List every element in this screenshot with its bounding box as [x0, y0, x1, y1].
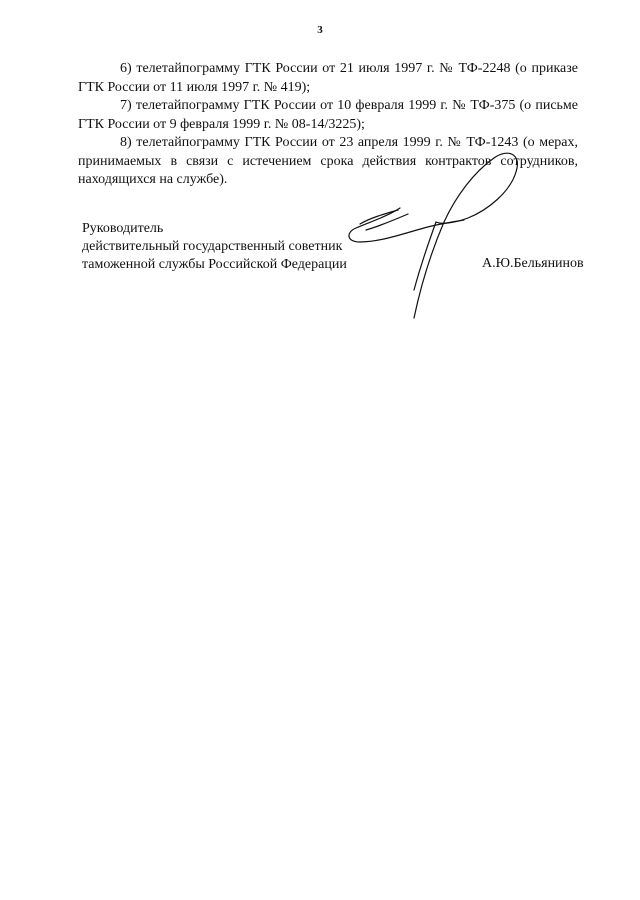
signer-rank: действительный государственный советник: [82, 239, 343, 254]
page-number: 3: [317, 24, 323, 36]
handwritten-signature-icon: [340, 110, 540, 330]
list-item: 7) телетайпограмму ГТК России от 10 февраля 1999 г. № ТФ-375 (о письме ГТК России от 9 февраля 1999 г. № 08-14/3225);: [78, 98, 578, 132]
list-item: 6) телетайпограмму ГТК России от 21 июля 1997 г. № ТФ-2248 (о приказе ГТК России от 11 июля 1997 г. № 419);: [78, 61, 578, 95]
signer-organization: таможенной службы Российской Федерации: [82, 257, 347, 272]
signer-title: Руководитель: [82, 221, 164, 236]
list-item: 8) телетайпограмму ГТК России от 23 апреля 1999 г. № ТФ-1243 (о мерах, принимаемых в связи с истечением срока действия контрактов сотрудников, находящихся на службе).: [78, 135, 578, 187]
signer-name: А.Ю.Бельянинов: [482, 256, 584, 271]
